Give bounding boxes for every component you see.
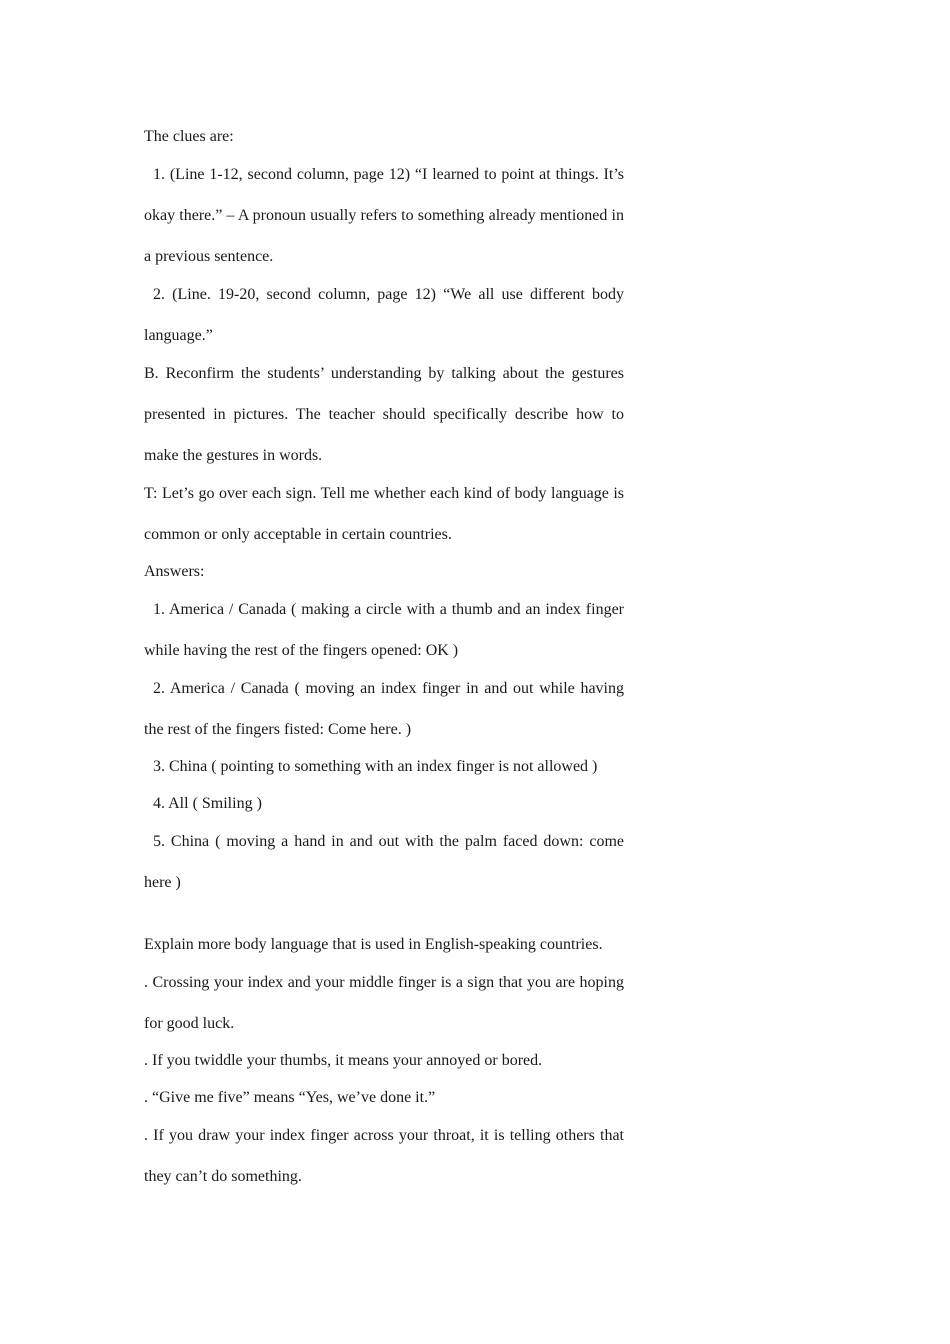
clue-2: 2. (Line. 19-20, second column, page 12) “We all use different body language.” (144, 286, 624, 344)
teacher-line: T: Let’s go over each sign. Tell me whether each kind of body language is common or only acceptable in certain countries. (144, 485, 624, 543)
clue-1: 1. (Line 1-12, second column, page 12) “I learned to point at things. It’s okay there.” – A pronoun usually refers to something already mentioned in a previous sentence. (144, 166, 624, 265)
section-b: B. Reconfirm the students’ understanding by talking about the gestures presented in pictures. The teacher should specifically describe how to make the gestures in words. (144, 365, 624, 464)
paragraph-gap (144, 905, 624, 930)
answer-3: 3. China ( pointing to something with an index finger is not allowed ) (153, 758, 598, 775)
point-2: . If you twiddle your thumbs, it means your annoyed or bored. (144, 1052, 543, 1069)
document-page (144, 122, 624, 1199)
answer-5: 5. China ( moving a hand in and out with the palm faced down: come here ) (144, 833, 624, 891)
point-4: . If you draw your index finger across your throat, it is telling others that they can’t do something. (144, 1127, 624, 1185)
clues-heading: The clues are: (144, 128, 234, 145)
answers-heading: Answers: (144, 563, 205, 580)
point-1: . Crossing your index and your middle finger is a sign that you are hoping for good luck. (144, 974, 624, 1032)
answer-2: 2. America / Canada ( moving an index finger in and out while having the rest of the fingers fisted: Come here. ) (144, 680, 624, 738)
explain-heading: Explain more body language that is used in English-speaking countries. (144, 936, 603, 953)
answer-1: 1. America / Canada ( making a circle with a thumb and an index finger while having the rest of the fingers opened: OK ) (144, 601, 624, 659)
answer-4: 4. All ( Smiling ) (153, 795, 262, 812)
point-3: . “Give me five” means “Yes, we’ve done it.” (144, 1089, 436, 1106)
